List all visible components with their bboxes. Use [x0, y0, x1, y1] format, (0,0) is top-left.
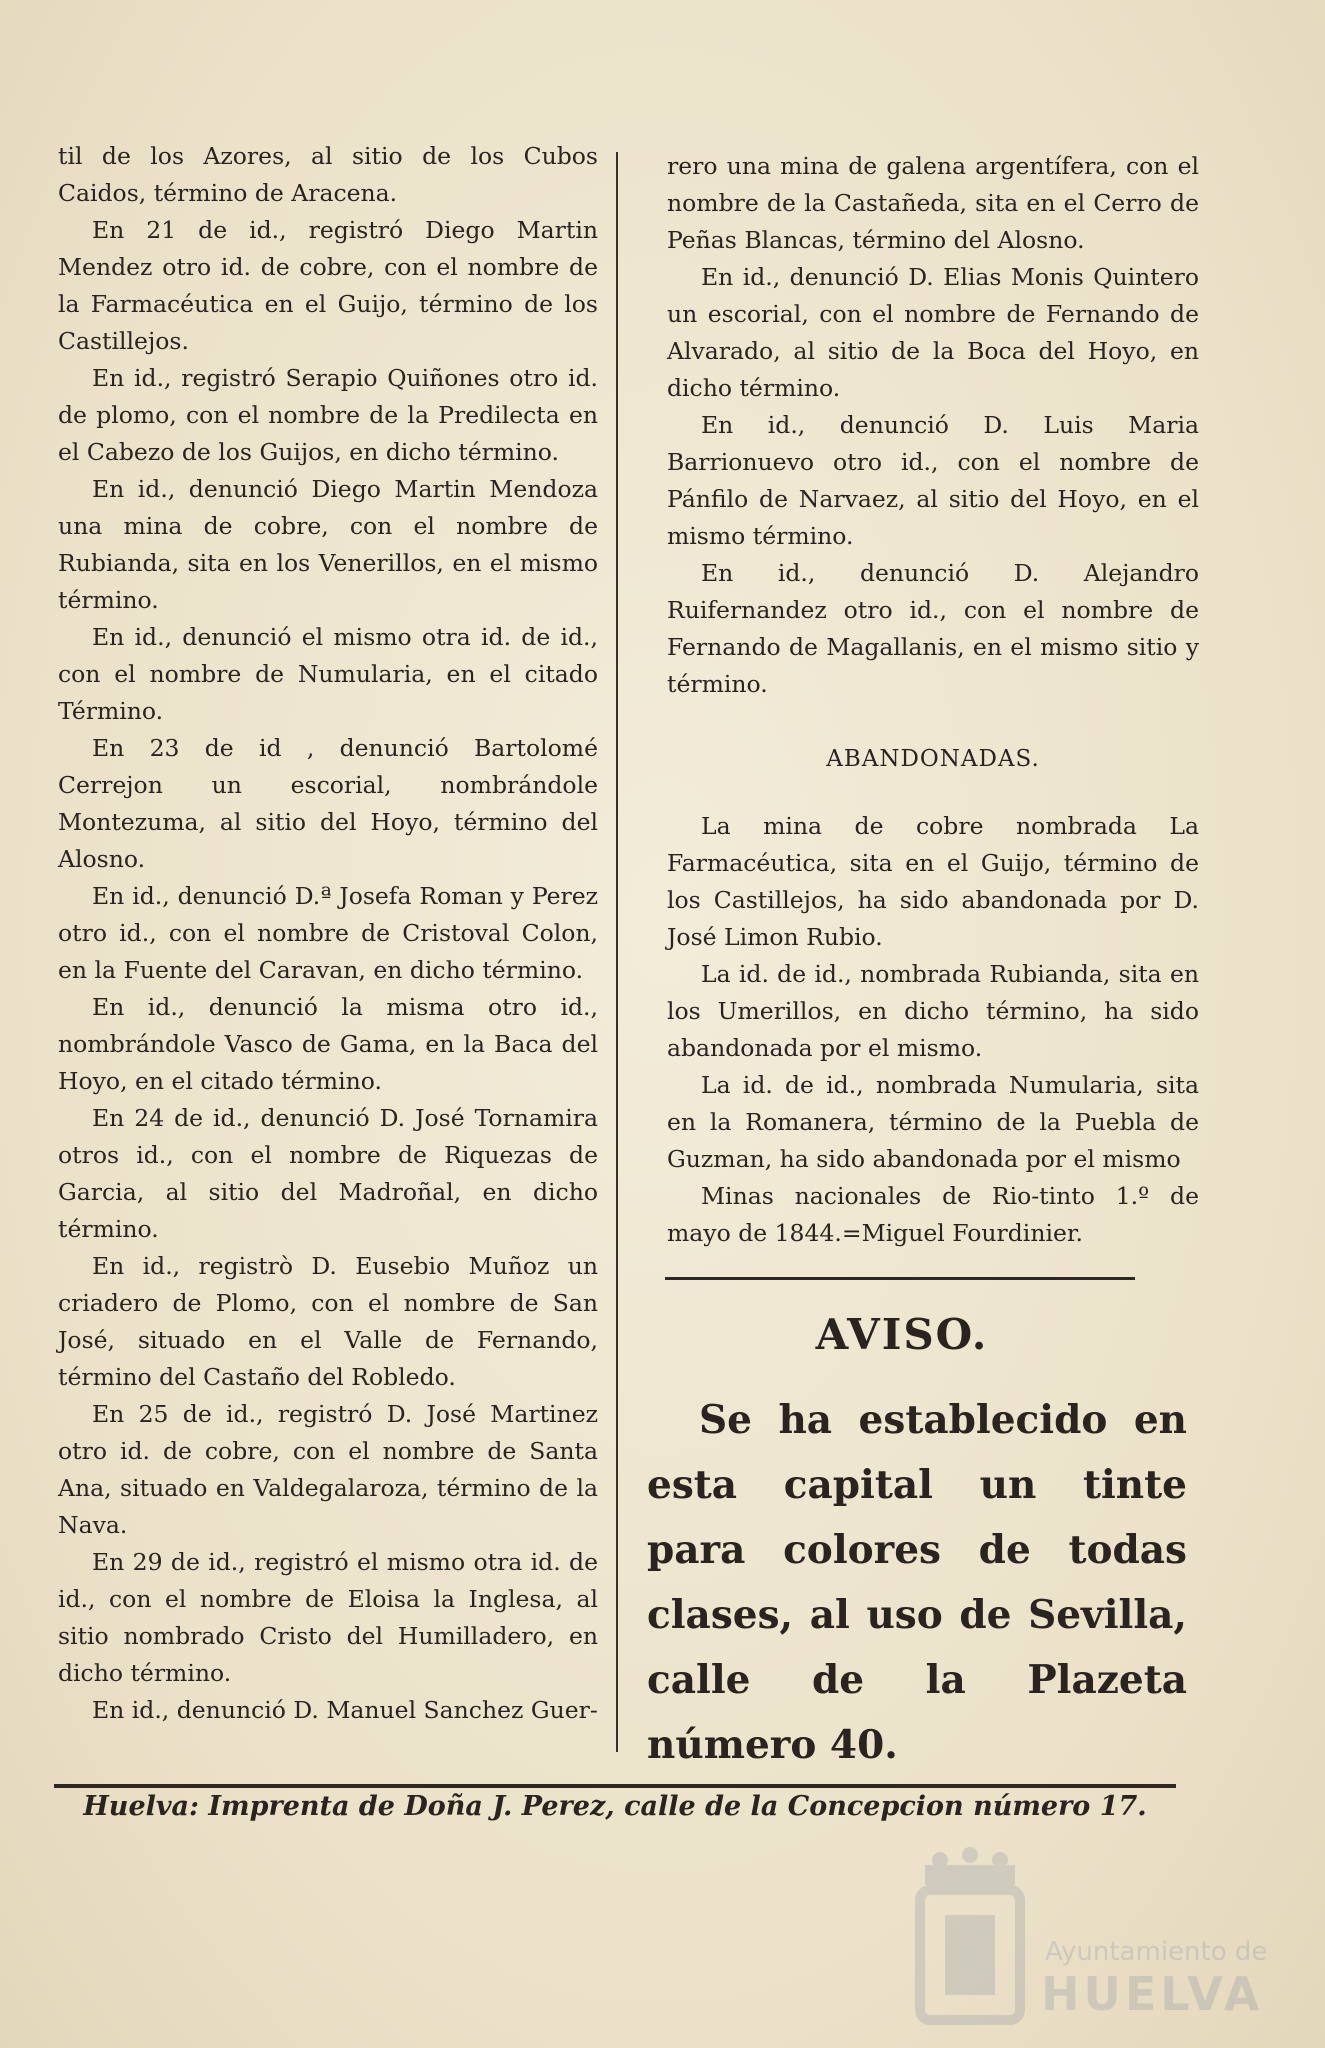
left-paragraph: En id., denunció Diego Martin Mendoza una mina de cobre, con el nombre de Rubianda, sita en los Venerillos, en el mismo término.	[58, 475, 598, 614]
left-paragraph: En 24 de id., denunció D. José Tornamira otros id., con el nombre de Riquezas de Garcia, al sitio del Madroñal, en dicho término.	[58, 1104, 598, 1243]
left-paragraph: En id., registrò D. Eusebio Muñoz un criadero de Plomo, con el nombre de San José, situado en el Valle de Fernando, término del Castaño del Robledo.	[58, 1252, 598, 1391]
right-column	[667, 148, 1199, 1252]
aviso-body	[647, 1388, 1187, 1778]
left-paragraph: En 23 de id , denunció Bartolomé Cerrejon un escorial, nombrándole Montezuma, al sitio del Hoyo, término del Alosno.	[58, 734, 598, 873]
watermark-line1: Ayuntamiento de	[1045, 1937, 1268, 1967]
right-paragraph: En id., denunció D. Luis Maria Barrionuevo otro id., con el nombre de Pánfilo de Narvaez, al sitio del Hoyo, en el mismo término.	[667, 411, 1199, 550]
aviso-title: AVISO.	[815, 1310, 989, 1359]
left-paragraph: En 25 de id., registró D. José Martinez otro id. de cobre, con el nombre de Santa Ana, situado en Valdegalaroza, término de la Nava.	[58, 1400, 598, 1539]
right-paragraph: La id. de id., nombrada Numularia, sita en la Romanera, término de la Puebla de Guzman, ha sido abandonada por el mismo	[667, 1071, 1199, 1173]
watermark-line2: HUELVA	[1041, 1967, 1264, 2021]
footer-rule	[54, 1784, 1176, 1788]
left-paragraph: En id., denunció D.ª Josefa Roman y Perez otro id., con el nombre de Cristoval Colon, en la Fuente del Caravan, en dicho término.	[58, 882, 598, 984]
left-paragraph: En 29 de id., registró el mismo otra id. de id., con el nombre de Eloisa la Inglesa, al sitio nombrado Cristo del Humilladero, en dicho término.	[58, 1548, 598, 1687]
left-paragraph: En id., denunció el mismo otra id. de id., con el nombre de Numularia, en el citado Término.	[58, 623, 598, 725]
crest-icon	[905, 1845, 1035, 2035]
left-paragraph: En id., denunció la misma otro id., nombrándole Vasco de Gama, en la Baca del Hoyo, en el citado término.	[58, 993, 598, 1095]
left-column	[58, 138, 598, 1729]
right-paragraph: La mina de cobre nombrada La Farmacéutica, sita en el Guijo, término de los Castillejos, ha sido abandonada por D. José Limon Rubio.	[667, 812, 1199, 951]
left-paragraph: En id., registró Serapio Quiñones otro id. de plomo, con el nombre de la Predilecta en el Cabezo de los Guijos, en dicho término.	[58, 364, 598, 466]
signature-paragraph: Minas nacionales de Rio-tinto 1.º de mayo de 1844.=Miguel Fourdinier.	[667, 1182, 1199, 1247]
printer-footer: Huelva: Imprenta de Doña J. Perez, calle de la Concepcion número 17.	[83, 1791, 1147, 1822]
right-paragraph: rero una mina de galena argentífera, con el nombre de la Castañeda, sita en el Cerro de Peñas Blancas, término del Alosno.	[667, 152, 1199, 254]
left-paragraph: En id., denunció D. Manuel Sanchez Guer-	[92, 1696, 598, 1724]
right-paragraph: La id. de id., nombrada Rubianda, sita en los Umerillos, en dicho término, ha sido abandonada por el mismo.	[667, 960, 1199, 1062]
right-paragraph: En id., denunció D. Elias Monis Quintero un escorial, con el nombre de Fernando de Alvarado, al sitio de la Boca del Hoyo, en dicho término.	[667, 263, 1199, 402]
aviso-text: Se ha establecido en esta capital un tinte para colores de todas clases, al uso de Sevilla, calle de la Plazeta número 40.	[647, 1397, 1187, 1768]
left-paragraph: En 21 de id., registró Diego Martin Mendez otro id. de cobre, con el nombre de la Farmacéutica en el Guijo, término de los Castillejos.	[58, 216, 598, 355]
column-divider	[616, 152, 618, 1752]
right-paragraph: En id., denunció D. Alejandro Ruifernandez otro id., con el nombre de Fernando de Magallanis, en el mismo sitio y término.	[667, 559, 1199, 698]
section-heading: ABANDONADAS.	[826, 746, 1040, 772]
section-rule	[665, 1277, 1135, 1280]
left-paragraph: til de los Azores, al sitio de los Cubos Caidos, término de Aracena.	[58, 142, 598, 207]
watermark	[905, 1845, 1285, 2035]
